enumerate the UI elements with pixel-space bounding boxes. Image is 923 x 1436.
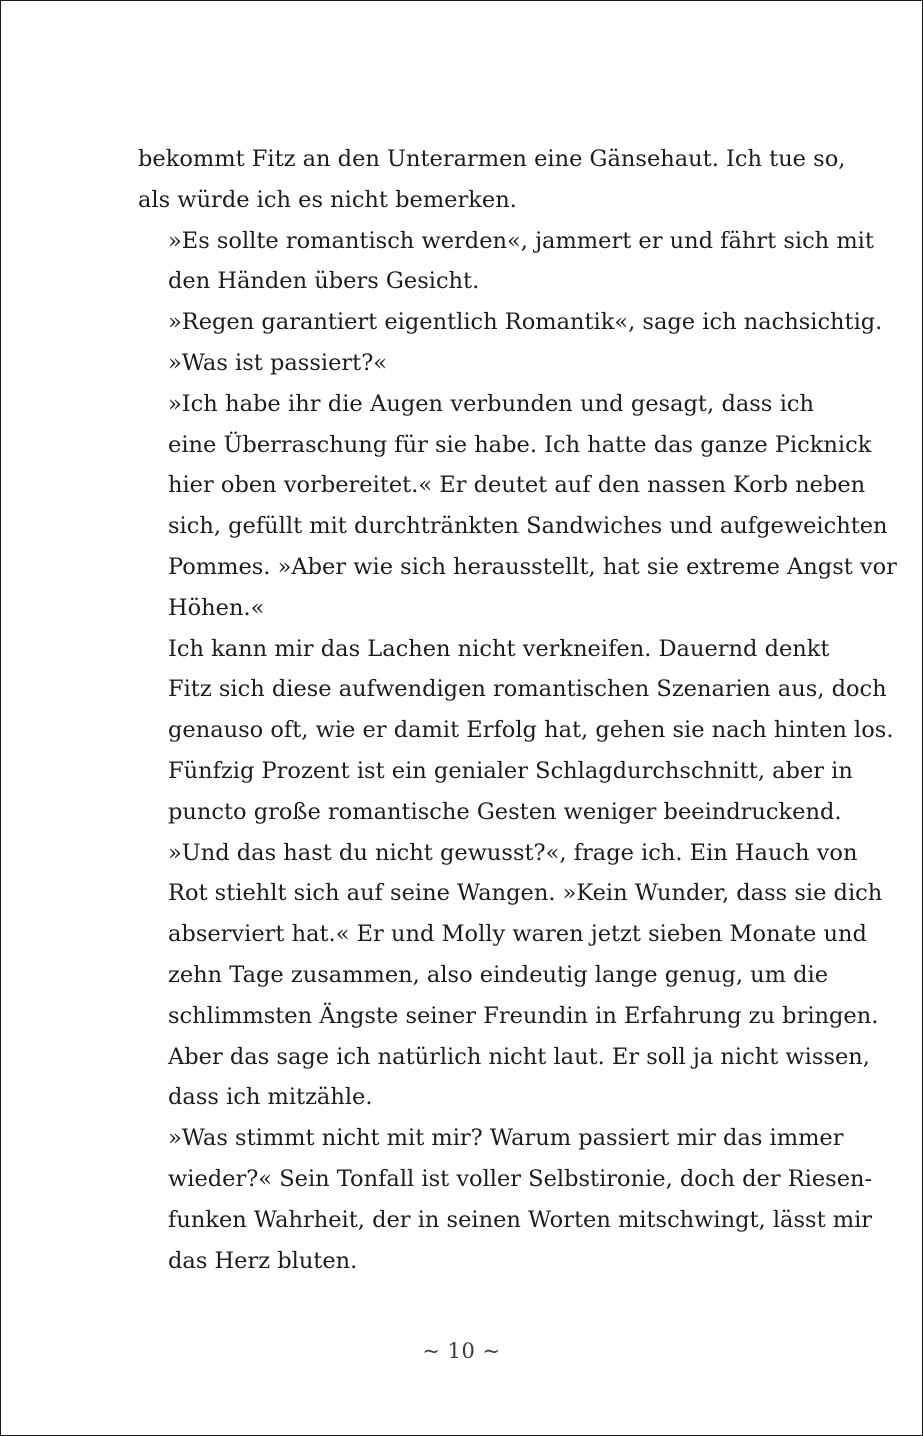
paragraph-1 [138, 139, 846, 221]
paragraph-7 [138, 1118, 873, 1281]
paragraph-6 [138, 833, 883, 1119]
paragraph-5 [138, 629, 894, 833]
text-line: Aber das sage ich natürlich nicht laut. Er soll ja nicht wissen, [168, 1043, 870, 1070]
text-line: »Was stimmt nicht mit mir? Warum passiert mir das immer [168, 1125, 844, 1152]
paragraph-3 [138, 302, 883, 384]
text-line: hier oben vorbereitet.« Er deutet auf den nassen Korb neben [168, 472, 866, 499]
paragraph-4 [138, 384, 897, 629]
text-line: als würde ich es nicht bemerken. [138, 186, 517, 213]
text-line: schlimmsten Ängste seiner Freundin in Erfahrung zu bringen. [168, 1002, 879, 1029]
page-number: ~ 10 ~ [422, 1339, 501, 1363]
text-line: funken Wahrheit, der in seinen Worten mitschwingt, lässt mir [168, 1206, 873, 1233]
text-line: zehn Tage zusammen, also eindeutig lange genug, um die [168, 961, 829, 988]
text-line: wieder?« Sein Tonfall ist voller Selbstironie, doch der Riesen- [168, 1165, 873, 1192]
text-line: sich, gefüllt mit durchtränkten Sandwiches und aufgeweichten [168, 513, 888, 540]
text-line: »Ich habe ihr die Augen verbunden und gesagt, dass ich [168, 390, 814, 417]
text-line: abserviert hat.« Er und Molly waren jetzt sieben Monate und [168, 921, 867, 948]
text-line: Rot stiehlt sich auf seine Wangen. »Kein Wunder, dass sie dich [168, 880, 883, 907]
text-line: Fünfzig Prozent ist ein genialer Schlagdurchschnitt, aber in [168, 757, 853, 784]
text-line: Fitz sich diese aufwendigen romantischen Szenarien aus, doch [168, 676, 887, 703]
text-line: Ich kann mir das Lachen nicht verkneifen. Dauernd denkt [168, 635, 830, 662]
text-line: »Regen garantiert eigentlich Romantik«, sage ich nachsichtig. [168, 309, 883, 336]
body-text [138, 139, 897, 1281]
text-line: »Und das hast du nicht gewusst?«, frage ich. Ein Hauch von [168, 839, 858, 866]
text-line: »Es sollte romantisch werden«, jammert er und fährt sich mit [168, 227, 874, 254]
text-line: dass ich mitzähle. [168, 1084, 373, 1111]
text-line: Höhen.« [168, 594, 265, 621]
text-line: bekommt Fitz an den Unterarmen eine Gänsehaut. Ich tue so, [138, 146, 846, 172]
text-line: Pommes. »Aber wie sich herausstellt, hat sie extreme Angst vor [168, 553, 897, 580]
text-line: den Händen übers Gesicht. [168, 268, 480, 295]
text-line: »Was ist passiert?« [168, 349, 388, 376]
text-line: puncto große romantische Gesten weniger beeindruckend. [168, 798, 842, 825]
paragraph-2 [138, 221, 874, 303]
text-line: genauso oft, wie er damit Erfolg hat, gehen sie nach hinten los. [168, 717, 894, 744]
text-line: das Herz bluten. [168, 1247, 358, 1274]
text-line: eine Überraschung für sie habe. Ich hatte das ganze Picknick [168, 431, 872, 458]
